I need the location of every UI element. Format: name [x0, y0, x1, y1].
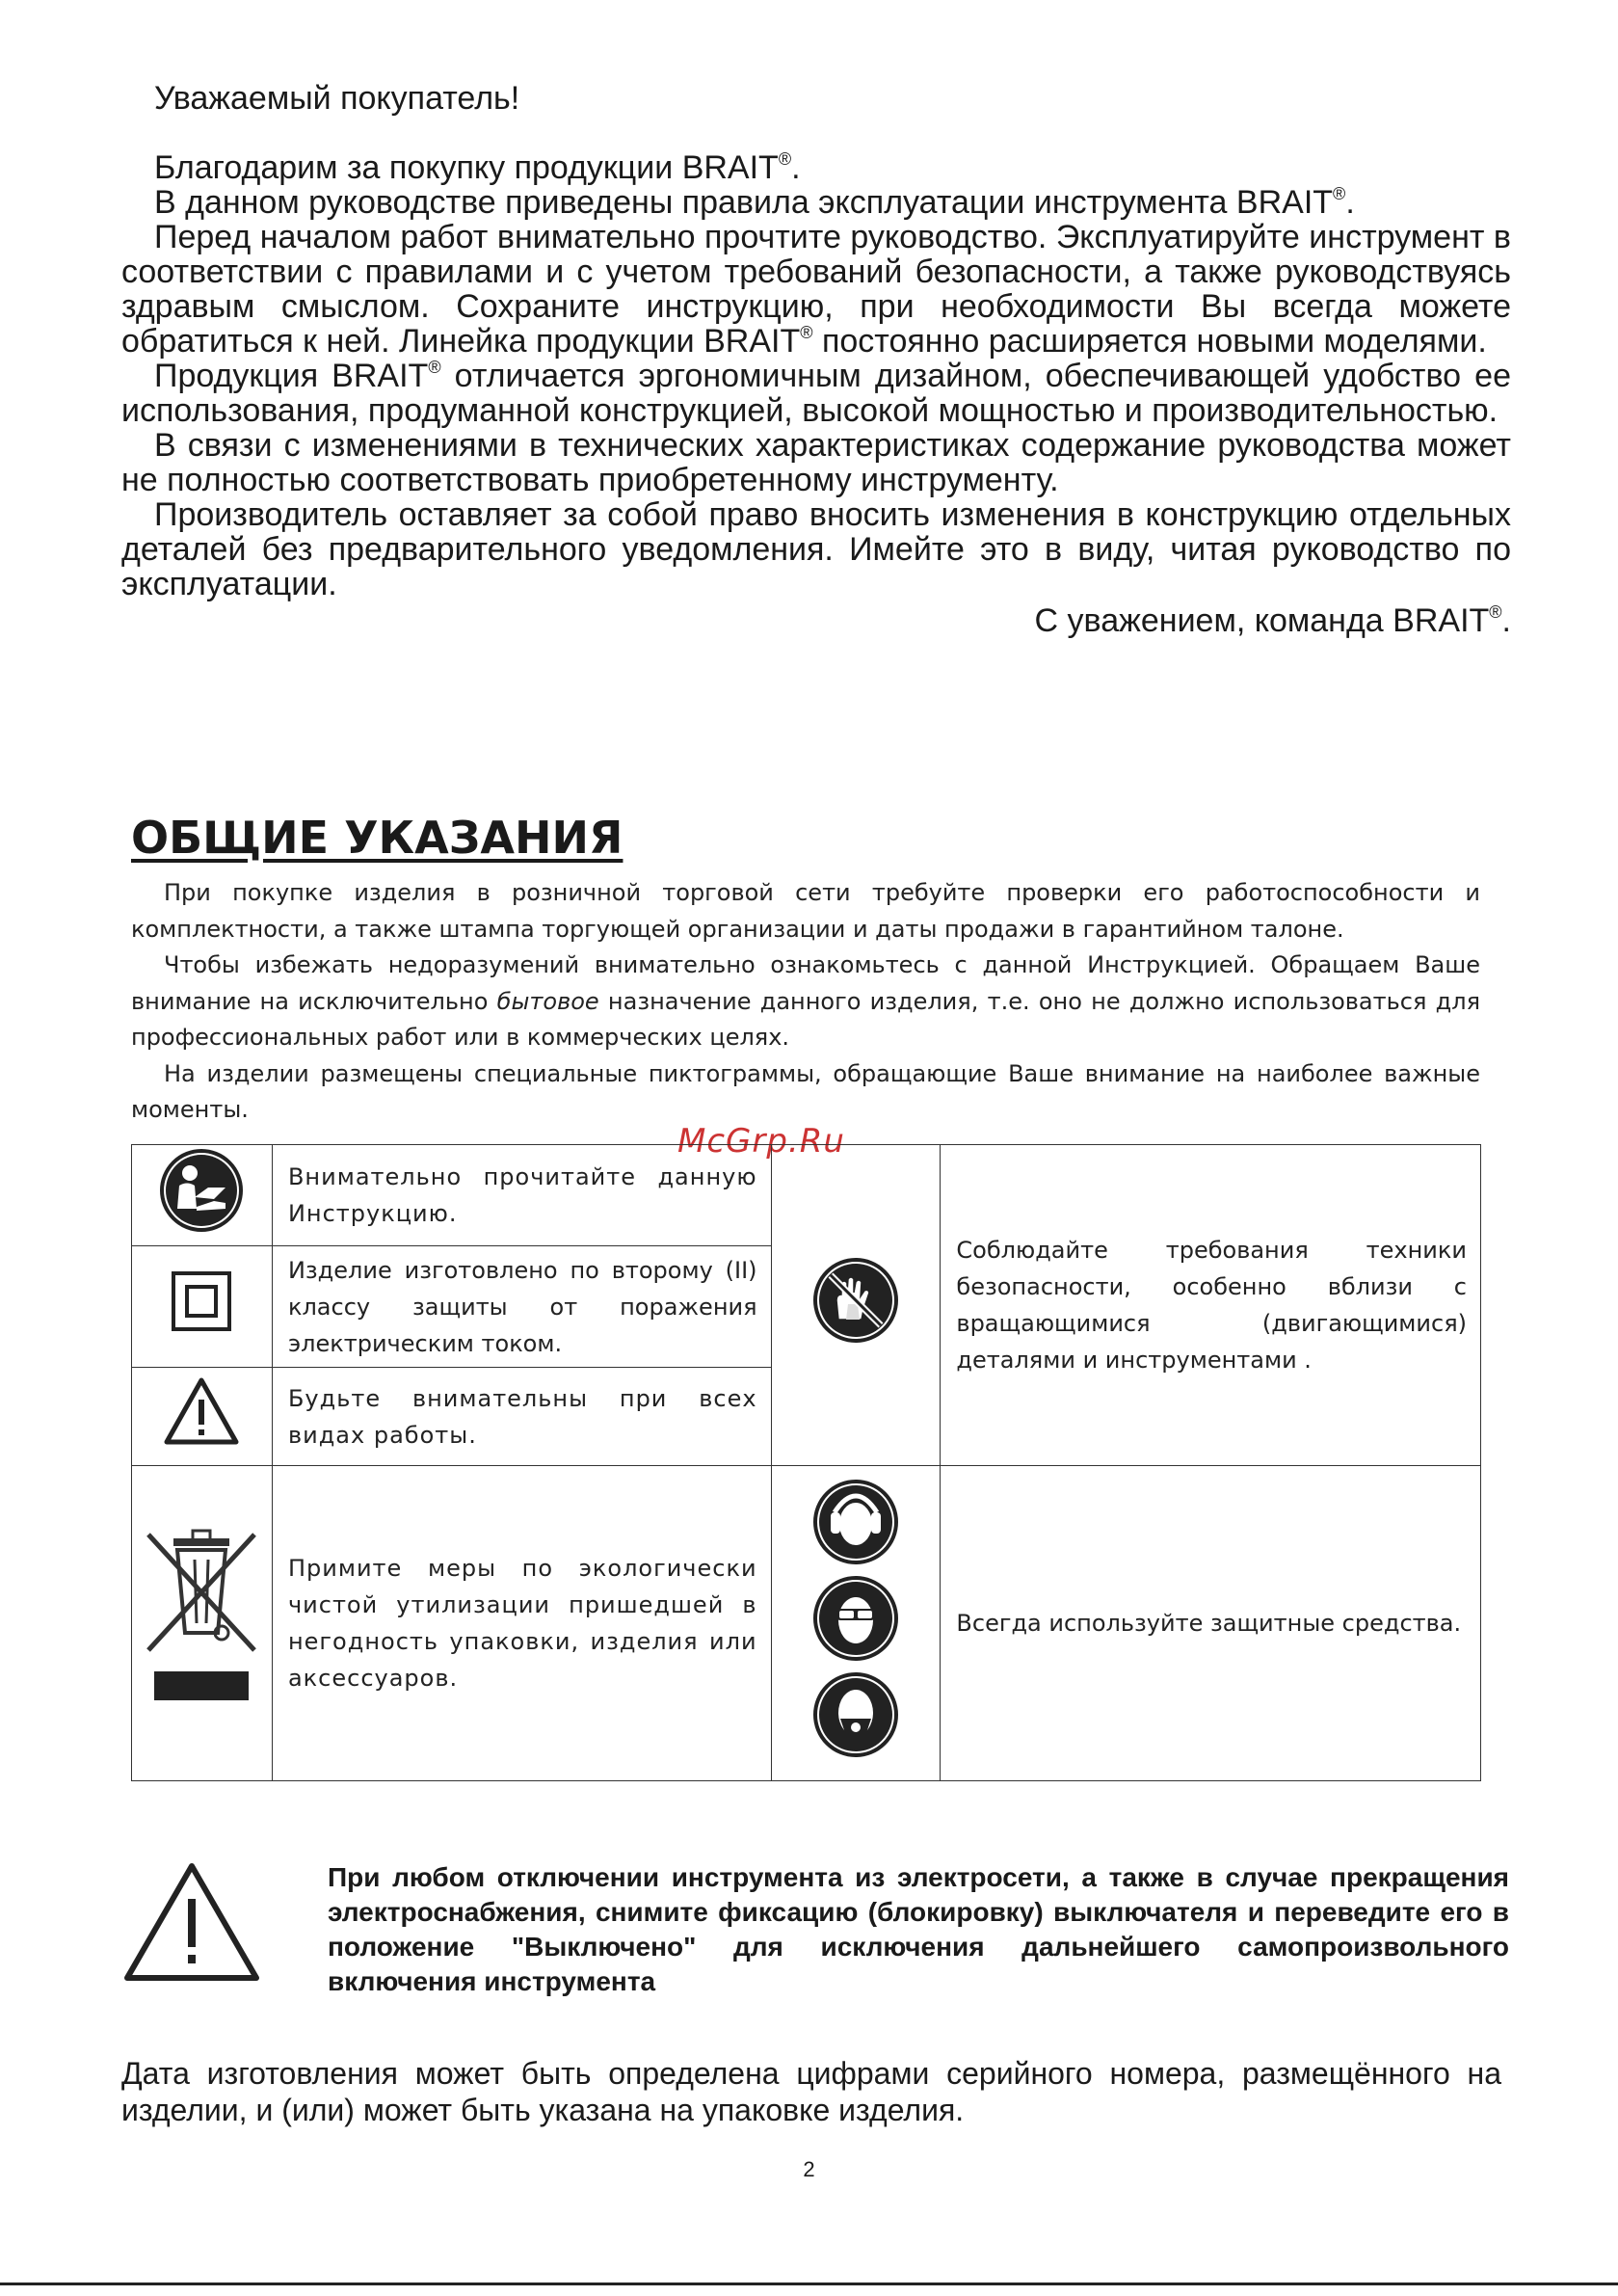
protective-gear-text: Всегда используйте защитные средства.: [941, 1466, 1481, 1781]
warning-block: [121, 1860, 1509, 1996]
warning-text: При любом отключении инструмента из электросети, а также в случае прекращения электроснабжения, снимите фиксацию (блокировку) выключателя и переведите его в положение "Выключено" для исключения дальнейшего самопроизвольного включения инструмента: [328, 1862, 1509, 1996]
general-instructions: [131, 812, 1480, 1129]
page-number: 2: [803, 2157, 815, 2181]
section-paragraph-3: На изделии размещены специальные пиктограммы, обращающие Ваше внимание на наиболее важные моменты.: [131, 1059, 1480, 1123]
section-paragraph-1: При покупке изделия в розничной торговой сети требуйте проверки его работоспособности и комплектности, а также штампа торгующей организации и даты продажи в гарантийном талоне.: [131, 879, 1480, 943]
class-ii-text: Изделие изготовлено по второму (II) классу защиты от поражения электрическим током.: [272, 1246, 771, 1368]
guide-line: В данном руководстве приведены правила эксплуатации инструмента BRAIT®.: [154, 184, 1355, 221]
thanks-line: Благодарим за покупку продукции BRAIT®.: [154, 149, 801, 186]
caution-text: Будьте внимательны при всех видах работы.: [272, 1368, 771, 1466]
caution-triangle-icon: [132, 1368, 273, 1466]
section-title: ОБЩИЕ УКАЗАНИЯ: [131, 812, 623, 864]
no-gloves-icon: [771, 1145, 941, 1466]
manufacture-date-text: Дата изготовления может быть определена цифрами серийного номера, размещённого на изделии, и (или) может быть указана на упаковке изделия.: [121, 2056, 1501, 2127]
signature: С уважением, команда BRAIT®.: [1034, 602, 1511, 639]
protective-gear-icons: [771, 1466, 941, 1781]
watermark: McGrp.Ru: [677, 1122, 845, 1161]
pictogram-table: [131, 1144, 1481, 1781]
section-paragraph-2: Чтобы избежать недоразумений внимательно ознакомьтесь с данной Инструкцией. Обращаем Ваше внимание на исключительно бытовое назначение данного изделия, т.е. оно не должно использоваться для профессиональных работ или в коммерческих целях.: [131, 951, 1481, 1051]
read-manual-text: Внимательно прочитайте данную Инструкцию.: [272, 1145, 771, 1246]
intro-paragraph-3: В связи с изменениями в технических характеристиках содержание руководства может не полностью соответствовать приобретенному инструменту.: [121, 427, 1511, 498]
recycling-text: Примите меры по экологически чистой утилизации пришедшей в негодность упаковки, изделия или аксессуаров.: [272, 1466, 771, 1781]
warning-triangle-icon: [121, 1860, 262, 1984]
intro-letter: [121, 81, 1511, 638]
intro-paragraph-4: Производитель оставляет за собой право вносить изменения в конструкцию отдельных деталей без предварительного уведомления. Имейте это в виду, читая руководство по эксплуатации.: [121, 496, 1511, 602]
ear-protection-icon: [815, 1482, 896, 1562]
intro-paragraph-1: Перед началом работ внимательно прочтите руководство. Эксплуатируйте инструмент в соответствии с правилами и с учетом требований безопасности, а также руководствуясь здравым смыслом. Сохраните инструкцию, при необходимости Вы всегда можете обратиться к ней. Линейка продукции BRAIT® постоянно расширяется новыми моделями.: [121, 219, 1511, 360]
double-insulation-icon: [132, 1246, 273, 1368]
recycling-bin-icon: [132, 1466, 273, 1781]
intro-paragraph-2: Продукция BRAIT® отличается эргономичным дизайном, обеспечивающей удобство ее использования, продуманной конструкцией, высокой мощностью и производительностью.: [121, 358, 1511, 429]
respirator-icon: [815, 1674, 896, 1755]
eye-protection-icon: [815, 1578, 896, 1659]
read-manual-icon: [132, 1145, 273, 1246]
bottom-rule: [0, 2283, 1618, 2285]
greeting: Уважаемый покупатель!: [154, 80, 520, 117]
safety-rules-text: Соблюдайте требования техники безопасности, особенно вблизи с вращающимися (двигающимися) деталями и инструментами .: [941, 1145, 1481, 1466]
